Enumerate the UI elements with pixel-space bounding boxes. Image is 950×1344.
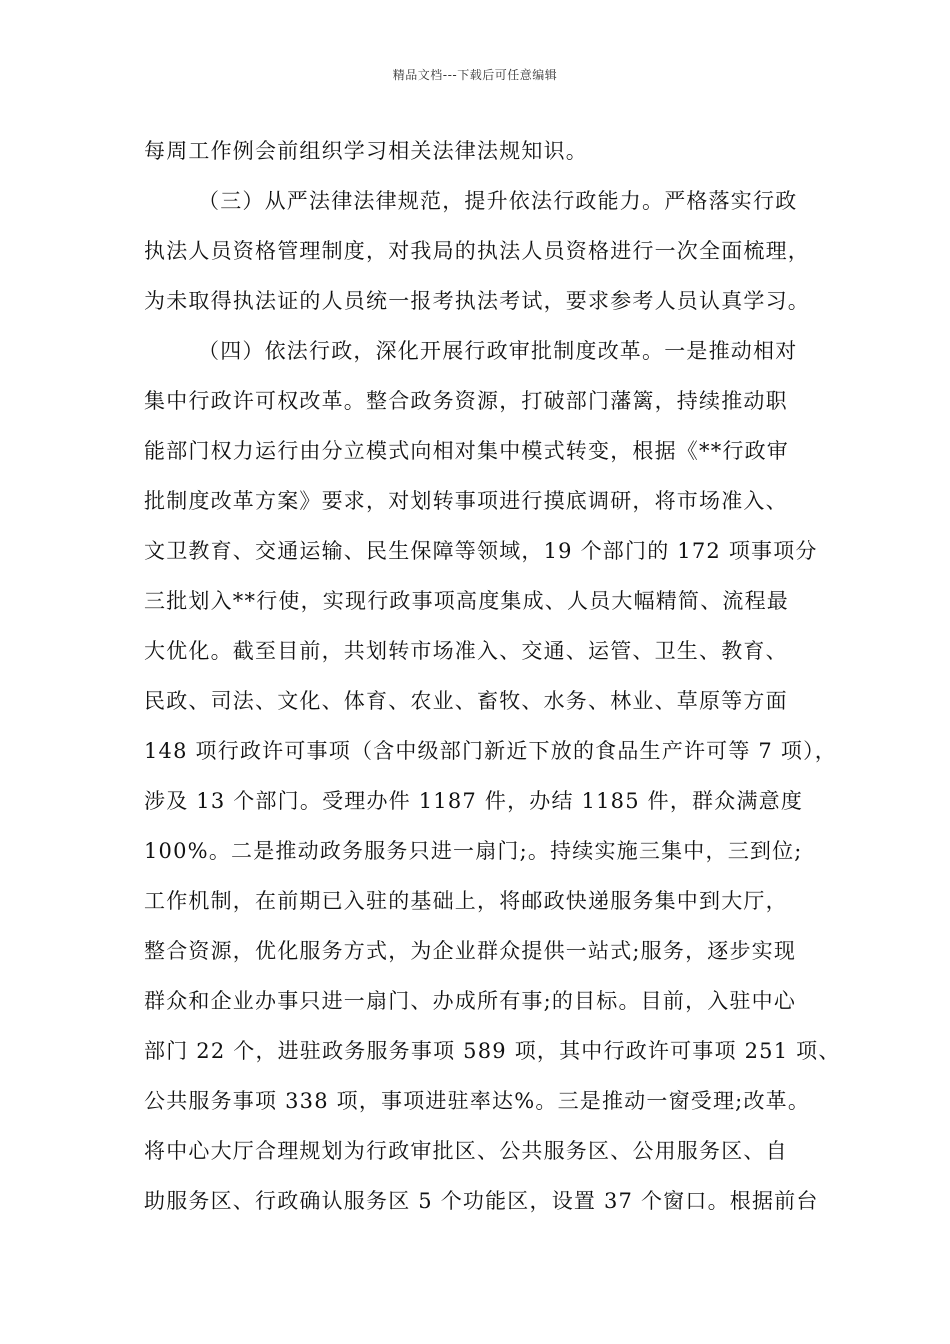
text-line-13: 148 项行政许可事项（含中级部门新近下放的食品生产许可等 7 项）， [144,739,837,763]
text-line-2: （三）从严法律法律规范，提升依法行政能力。严格落实行政 [198,189,798,213]
text-line-8: 批制度改革方案》要求，对划转事项进行摸底调研，将市场准入、 [144,489,788,513]
text-line-14: 涉及 13 个部门。受理办件 1187 件，办结 1185 件，群众满意度 [144,789,804,813]
page-header: 精品文档---下载后可任意编辑 [392,68,558,82]
text-line-4: 为未取得执法证的人员统一报考执法考试，要求参考人员认真学习。 [144,289,810,313]
text-line-22: 助服务区、行政确认服务区 5 个功能区，设置 37 个窗口。根据前台 [144,1189,819,1213]
text-line-21: 将中心大厅合理规划为行政审批区、公共服务区、公用服务区、自 [144,1139,788,1163]
text-line-12: 民政、司法、文化、体育、农业、畜牧、水务、林业、草原等方面 [144,689,788,713]
text-line-7: 能部门权力运行由分立模式向相对集中模式转变，根据《**行政审 [144,439,789,463]
text-line-19: 部门 22 个，进驻政务服务事项 589 项，其中行政许可事项 251 项、 [144,1039,841,1063]
text-line-1: 每周工作例会前组织学习相关法律法规知识。 [144,139,588,163]
text-line-18: 群众和企业办事只进一扇门、办成所有事;的目标。目前，入驻中心 [144,989,797,1013]
text-line-3: 执法人员资格管理制度，对我局的执法人员资格进行一次全面梳理， [144,239,810,263]
text-line-5: （四）依法行政，深化开展行政审批制度改革。一是推动相对 [198,339,798,363]
text-line-15: 100%。二是推动政务服务只进一扇门;。持续实施三集中，三到位; [144,839,803,863]
text-line-6: 集中行政许可权改革。整合政务资源，打破部门藩篱，持续推动职 [144,389,788,413]
text-line-16: 工作机制，在前期已入驻的基础上，将邮政快递服务集中到大厅， [144,889,788,913]
text-line-10: 三批划入**行使，实现行政事项高度集成、人员大幅精简、流程最 [144,589,789,613]
text-line-17: 整合资源，优化服务方式，为企业群众提供一站式;服务，逐步实现 [144,939,797,963]
text-line-20: 公共服务事项 338 项，事项进驻率达%。三是推动一窗受理;改革。 [144,1089,811,1113]
text-line-11: 大优化。截至目前，共划转市场准入、交通、运管、卫生、教育、 [144,639,788,663]
document-body [144,126,841,1226]
text-line-9: 文卫教育、交通运输、民生保障等领域，19 个部门的 172 项事项分 [144,539,818,563]
